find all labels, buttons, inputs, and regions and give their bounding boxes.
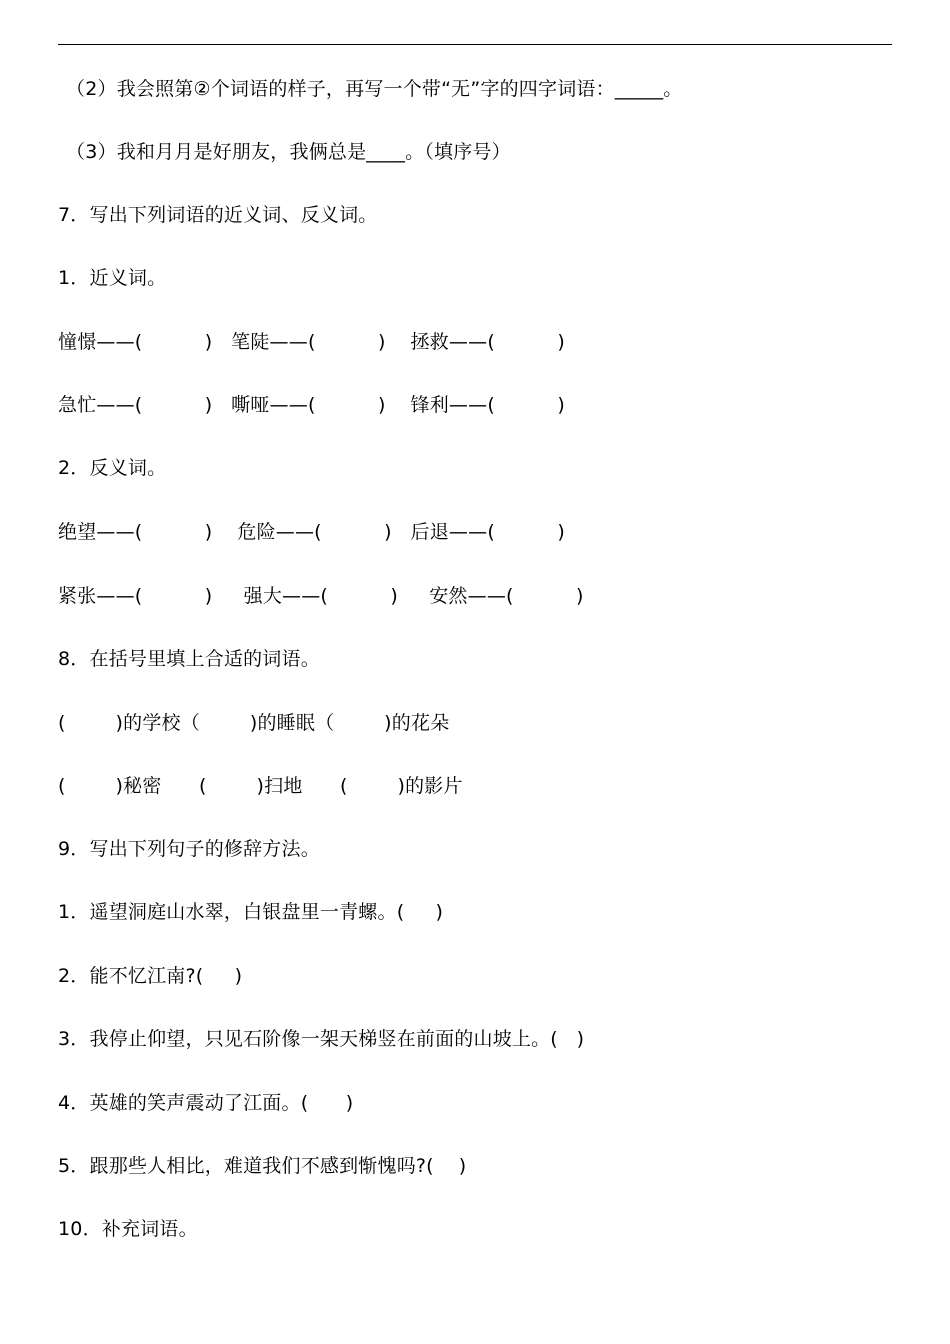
question-6-part-3: （3）我和月月是好朋友，我俩总是____。（填序号） [66, 141, 511, 163]
question-6-part-2: （2）我会照第②个词语的样子，再写一个带“无”字的四字词语：_____。 [66, 78, 683, 100]
fill-blank-row-2: ( )秘密 ( )扫地 ( )的影片 [58, 775, 463, 797]
question-9-heading: 9．写出下列句子的修辞方法。 [58, 838, 320, 860]
question-7-heading: 7．写出下列词语的近义词、反义词。 [58, 204, 378, 226]
synonyms-row-1: 憧憬——( ) 笔陡——( ) 拯救——( ) [58, 331, 565, 353]
synonyms-row-2: 急忙——( ) 嘶哑——( ) 锋利——( ) [58, 394, 565, 416]
fill-blank-row-1: ( )的学校（ )的睡眠（ )的花朵 [58, 712, 450, 734]
question-8-heading: 8．在括号里填上合适的词语。 [58, 648, 320, 670]
antonyms-row-2: 紧张——( ) 强大——( ) 安然——( ) [58, 585, 584, 607]
rhetoric-item-1: 1．遥望洞庭山水翠，白银盘里一青螺。( ) [58, 901, 444, 923]
rhetoric-item-4: 4．英雄的笑声震动了江面。( ) [58, 1092, 354, 1114]
rhetoric-item-3: 3．我停止仰望，只见石阶像一架天梯竖在前面的山坡上。( ) [58, 1028, 585, 1050]
rhetoric-item-2: 2．能不忆江南?( ) [58, 965, 243, 987]
top-rule [58, 44, 892, 45]
question-10-heading: 10．补充词语。 [58, 1218, 198, 1240]
rhetoric-item-5: 5．跟那些人相比，难道我们不感到惭愧吗?( ) [58, 1155, 467, 1177]
antonyms-row-1: 绝望——( ) 危险——( ) 后退——( ) [58, 521, 565, 543]
antonyms-heading: 2．反义词。 [58, 457, 167, 479]
synonyms-heading: 1．近义词。 [58, 267, 167, 289]
